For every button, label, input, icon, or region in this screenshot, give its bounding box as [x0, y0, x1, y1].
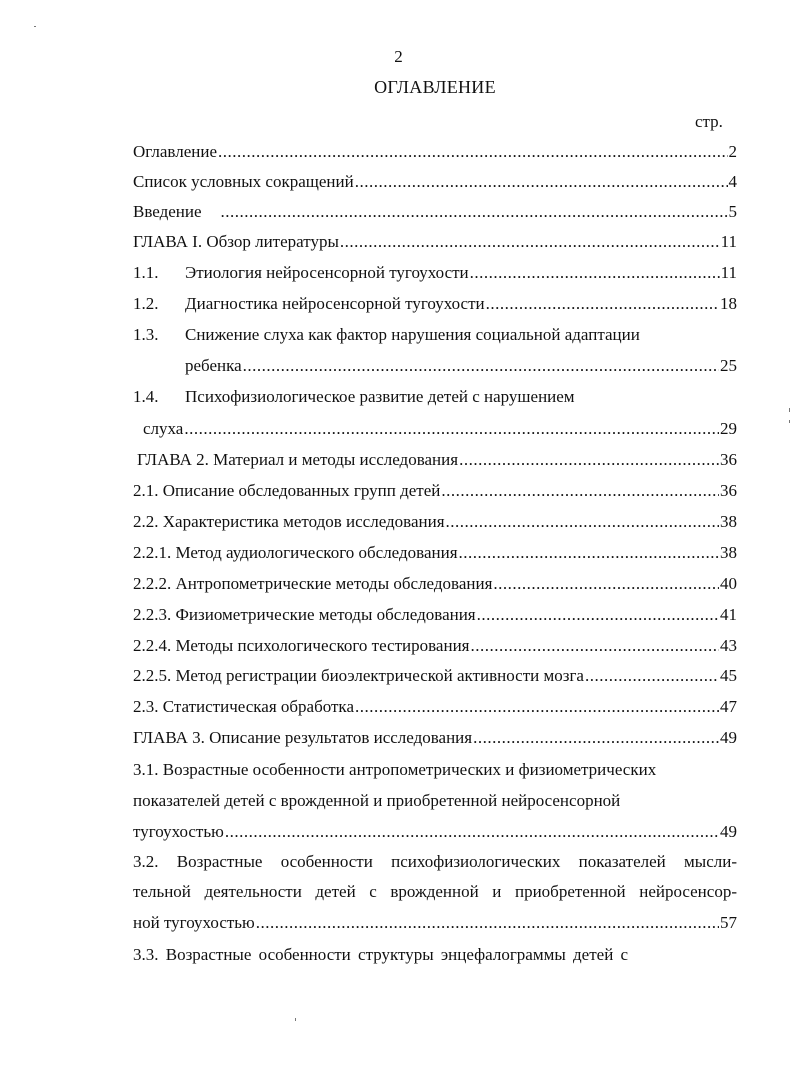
toc-entry-continuation: показателей детей с врожденной и приобретенной нейросенсорной: [133, 791, 621, 810]
page-column-label: стр.: [695, 112, 723, 131]
toc-entry: ГЛАВА 2. Материал и методы исследования ..... 36: [133, 449, 737, 471]
dot-leader: [184, 418, 719, 440]
dot-leader: [225, 821, 719, 843]
toc-entry: 2.3. Статистическая обработка ..... 47: [133, 696, 737, 718]
scan-speck: [789, 408, 790, 412]
toc-entry: 2.1. Описание обследованных групп детей ..... 36: [133, 480, 737, 502]
dot-leader: [493, 573, 719, 595]
toc-entry: 2.2.4. Методы психологического тестирования ..... 43: [133, 635, 737, 657]
toc-entry-continuation: тельной деятельности детей с врожденной и приобретенной нейросенсор-: [133, 882, 737, 901]
toc-entry: 2.2.1. Метод аудиологического обследования ..... 38: [133, 542, 737, 564]
toc-entry: 1.1. Этиология нейросенсорной тугоухости ..... 11: [133, 262, 737, 284]
dot-leader: [473, 727, 719, 749]
toc-entry: 1.4. Психофизиологическое развитие детей с нарушением: [133, 387, 575, 406]
toc-entry: ГЛАВА I. Обзор литературы ..... 11: [133, 231, 737, 253]
dot-leader: [459, 542, 719, 564]
scan-speck: [789, 420, 790, 423]
toc-entry-continuation: ребенка ..... 25: [133, 355, 737, 377]
scan-speck: [34, 26, 36, 27]
dot-leader: [441, 480, 719, 502]
toc-entry: 2.2.2. Антропометрические методы обследования ..... 40: [133, 573, 737, 595]
dot-leader: [477, 604, 719, 626]
toc-entry: Список условных сокращений ..... 4: [133, 171, 737, 193]
toc-entry: 1.2. Диагностика нейросенсорной тугоухости ..... 18: [133, 293, 737, 315]
page-title: ОГЛАВЛЕНИЕ: [374, 77, 496, 97]
toc-entry: 2.2. Характеристика методов исследования ..... 38: [133, 511, 737, 533]
dot-leader: [218, 141, 728, 163]
dot-leader: [446, 511, 719, 533]
toc-entry: 3.3. Возрастные особенности структуры энцефалограммы детей с: [133, 945, 629, 964]
toc-entry: 3.2. Возрастные особенности психофизиологических показателей мысли-: [133, 852, 737, 871]
dot-leader: [243, 355, 719, 377]
toc-entry-continuation: ной тугоухостью ..... 57: [133, 912, 737, 934]
scan-speck: [295, 1018, 296, 1021]
dot-leader: [355, 171, 728, 193]
dot-leader: [470, 262, 720, 284]
toc-entry: 3.1. Возрастные особенности антропометрических и физиометрических: [133, 760, 657, 779]
toc-entry: 2.2.3. Физиометрические методы обследования ..... 41: [133, 604, 737, 626]
dot-leader: [340, 231, 720, 253]
dot-leader: [585, 665, 719, 687]
dot-leader: [256, 912, 719, 934]
toc-entry: Введение ..... 5: [133, 201, 737, 223]
dot-leader: [471, 635, 720, 657]
toc-entry-continuation: слуха ..... 29: [133, 418, 737, 440]
dot-leader: [459, 449, 719, 471]
page-number: 2: [394, 47, 403, 66]
toc-entry: 1.3. Снижение слуха как фактор нарушения социальной адаптации: [133, 325, 640, 344]
dot-leader: [486, 293, 719, 315]
toc-entry: ГЛАВА 3. Описание результатов исследования ..... 49: [133, 727, 737, 749]
dot-leader: [221, 201, 728, 223]
toc-entry: Оглавление ..... 2: [133, 141, 737, 163]
toc-entry-continuation: тугоухостью ..... 49: [133, 821, 737, 843]
dot-leader: [355, 696, 719, 718]
toc-entry: 2.2.5. Метод регистрации биоэлектрической активности мозга ..... 45: [133, 665, 737, 687]
